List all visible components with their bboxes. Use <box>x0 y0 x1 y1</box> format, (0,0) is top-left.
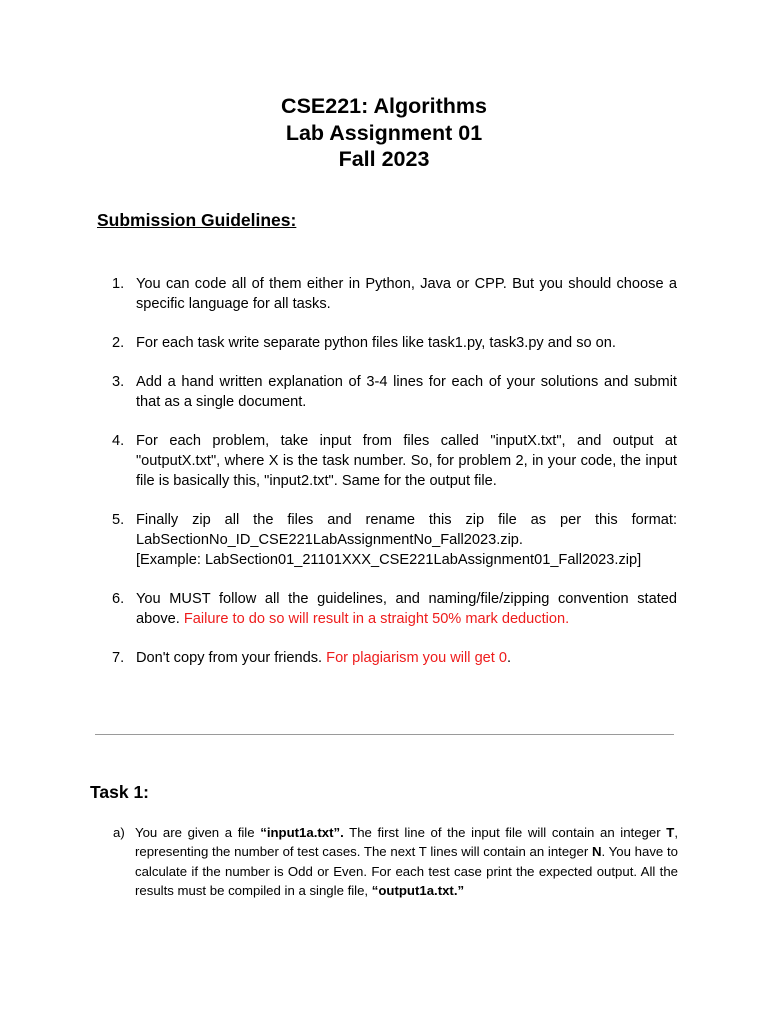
guideline-item <box>112 648 677 668</box>
section-divider <box>95 734 674 735</box>
document-title <box>0 93 768 173</box>
task-text: . You have to calculate if the number is Odd or Even. For each test case print the expected output. All the results must be compiled in a single file, <box>135 844 678 898</box>
guideline-text: Add a hand written explanation of 3-4 lines for each of your solutions and submit that as a single document. <box>136 374 677 410</box>
plagiarism-warning: For plagiarism you will get 0 <box>326 650 508 666</box>
submission-guidelines-heading: Submission Guidelines: <box>97 210 297 230</box>
zip-format: LabSectionNo_ID_CSE221LabAssignmentNo_Fall2023.zip. <box>136 532 523 548</box>
task1-item-a <box>113 823 678 900</box>
assignment-title: Lab Assignment 01 <box>285 120 483 145</box>
input-filename: “input1a.txt”. <box>260 825 344 840</box>
guideline-item <box>112 510 677 570</box>
guidelines-list <box>112 274 677 687</box>
task-text: , representing the number of test cases. The next T lines will contain an integer <box>135 825 678 860</box>
list-number: 1. <box>112 276 125 292</box>
list-number: 3. <box>112 374 125 390</box>
guideline-item <box>112 589 677 629</box>
task-text: You are given a file <box>135 825 261 840</box>
penalty-warning: Failure to do so will result in a straight 50% mark deduction. <box>183 611 570 627</box>
task-text: The first line of the input file will contain an integer <box>343 825 667 840</box>
guideline-text: Finally zip all the files and rename this zip file as per this format: <box>136 512 677 528</box>
semester-title: Fall 2023 <box>338 147 430 171</box>
list-number: 4. <box>112 433 125 449</box>
list-number: 5. <box>112 512 125 528</box>
guideline-item <box>112 431 677 491</box>
guideline-text: For each task write separate python files like task1.py, task3.py and so on. <box>136 335 616 351</box>
list-letter: a) <box>113 825 125 840</box>
guideline-item <box>112 274 677 314</box>
sentence-end: . <box>507 650 512 666</box>
guideline-item <box>112 333 677 353</box>
list-number: 2. <box>112 335 125 351</box>
guideline-text: You MUST follow all the guidelines, and naming/file/zipping convention stated above. <box>136 591 677 627</box>
variable-t: T <box>666 825 675 840</box>
guideline-text: For each problem, take input from files called "inputX.txt", and output at "outputX.txt", where X is the task number. So, for problem 2, in your code, the input file is basically this, "input2.txt". Same for the output file. <box>136 433 677 489</box>
guideline-item <box>112 372 677 412</box>
variable-n: N <box>591 844 602 860</box>
task1-heading: Task 1: <box>90 782 150 802</box>
guideline-text: Don't copy from your friends. <box>136 650 327 666</box>
course-title: CSE221: Algorithms <box>281 94 487 118</box>
guideline-text: You can code all of them either in Python, Java or CPP. But you should choose a specific language for all tasks. <box>136 276 677 312</box>
zip-example: [Example: LabSection01_21101XXX_CSE221LabAssignment01_Fall2023.zip] <box>136 552 642 568</box>
list-number: 7. <box>112 650 125 666</box>
output-filename: “output1a.txt.” <box>371 882 465 898</box>
list-number: 6. <box>112 591 125 607</box>
